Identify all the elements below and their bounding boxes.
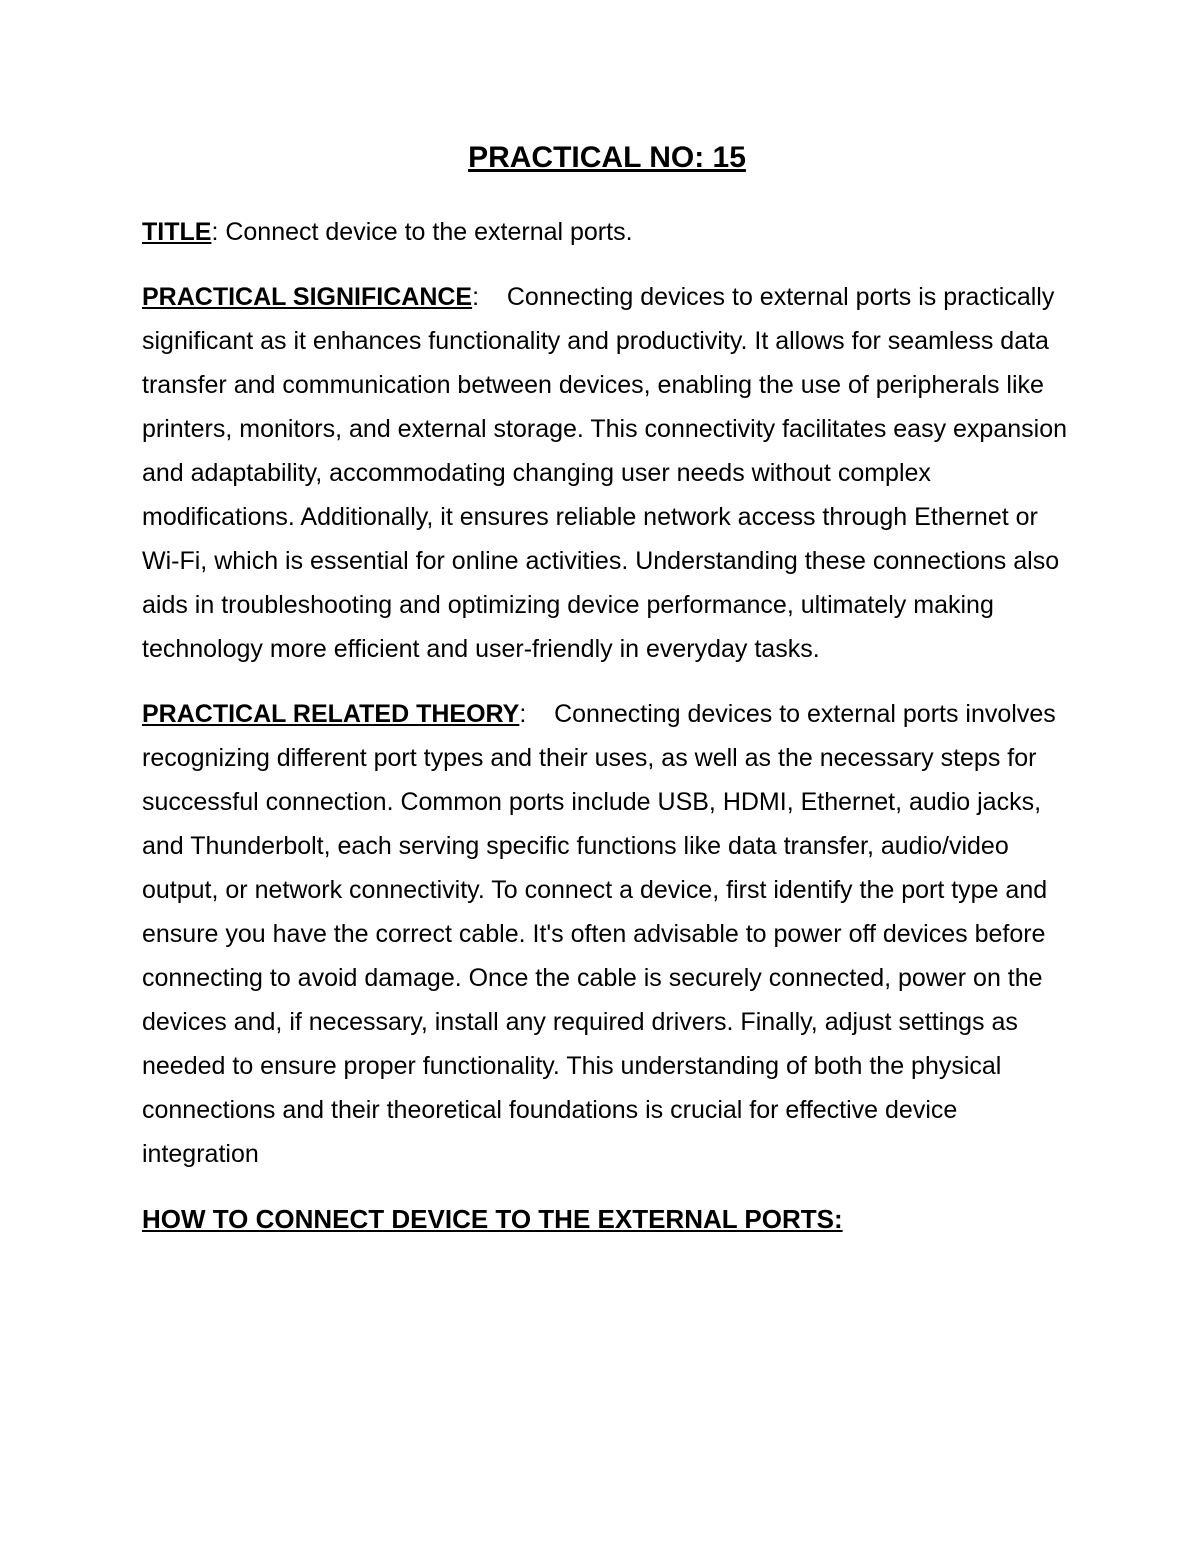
significance-label: PRACTICAL SIGNIFICANCE: [142, 283, 473, 311]
significance-paragraph: [142, 275, 1072, 671]
title-text: Connect device to the external ports.: [225, 218, 633, 246]
how-to-heading: HOW TO CONNECT DEVICE TO THE EXTERNAL PORTS:: [142, 1204, 843, 1234]
page-title: PRACTICAL NO: 15: [468, 141, 746, 174]
document-content: [142, 140, 1072, 1241]
theory-text: Connecting devices to external ports involves recognizing different port types and their uses, as well as the necessary steps for successful connection. Common ports include USB, HDMI, Ethernet, audio jacks, and Thunderbolt, each serving specific functions like data transfer, audio/video output, or network connectivity. To connect a device, first identify the port type and ensure you have the correct cable. It's often advisable to power off devices before connecting to avoid damage. Once the cable is securely connected, power on the devices and, if necessary, install any required drivers. Finally, adjust settings as needed to ensure proper functionality. This understanding of both the physical connections and their theoretical foundations is crucial for effective device integration: [142, 700, 1056, 1168]
theory-label: PRACTICAL RELATED THEORY: [142, 700, 520, 728]
title-separator: :: [211, 218, 219, 246]
title-label: TITLE: [142, 218, 212, 246]
theory-paragraph: [142, 692, 1072, 1176]
title-paragraph: [142, 210, 1072, 254]
significance-text: Connecting devices to external ports is practically significant as it enhances functionality and productivity. It allows for seamless data transfer and communication between devices, enabling the use of peripherals like printers, monitors, and external storage. This connectivity facilitates easy expansion and adaptability, accommodating changing user needs without complex modifications. Additionally, it ensures reliable network access through Ethernet or Wi-Fi, which is essential for online activities. Understanding these connections also aids in troubleshooting and optimizing device performance, ultimately making technology more efficient and user-friendly in everyday tasks.: [142, 283, 1067, 663]
theory-separator: :: [519, 700, 527, 728]
significance-separator: :: [472, 283, 480, 311]
